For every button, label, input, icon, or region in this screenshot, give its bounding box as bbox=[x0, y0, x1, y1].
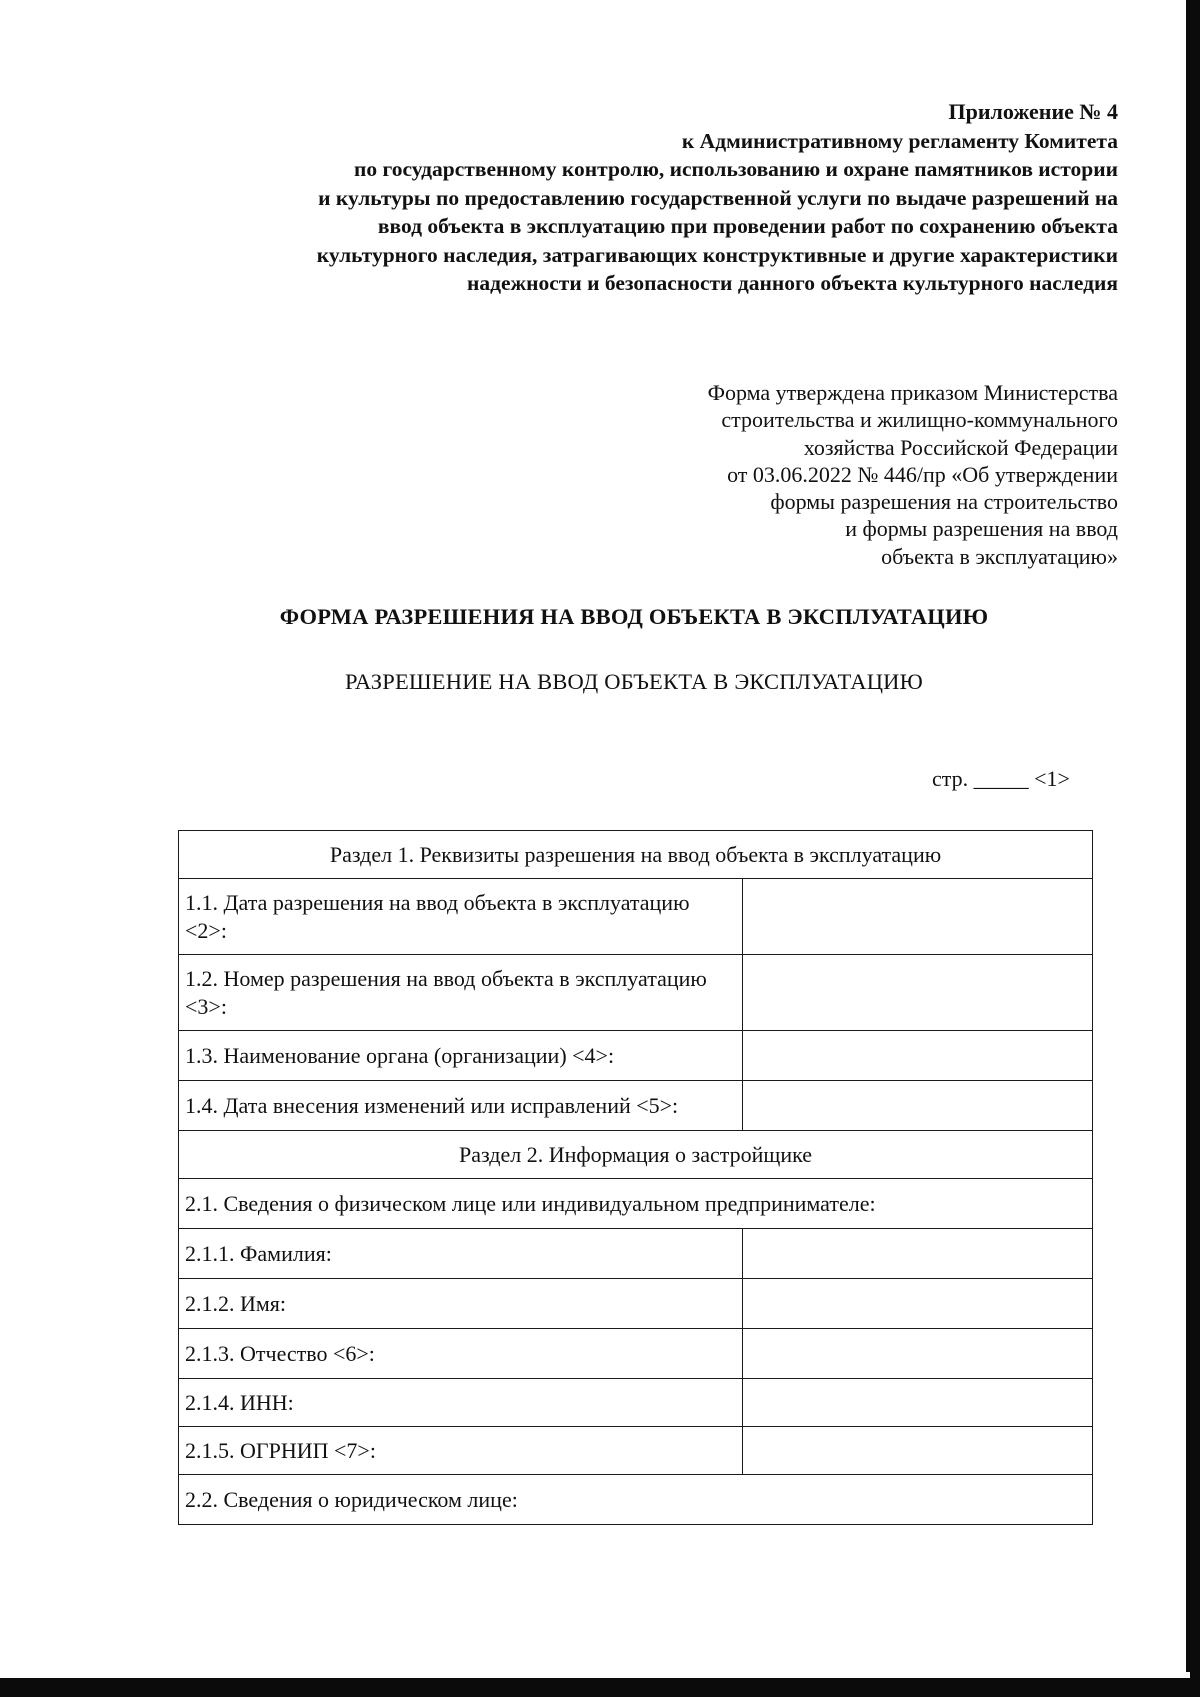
subsection-row bbox=[179, 1475, 1093, 1525]
row-label: 2.1.4. ИНН: bbox=[179, 1379, 743, 1427]
row-value-cell[interactable] bbox=[743, 1329, 1093, 1379]
approval-line: и формы разрешения на ввод bbox=[845, 516, 1118, 542]
row-value-cell[interactable] bbox=[743, 879, 1093, 955]
row-label: 2.1.2. Имя: bbox=[179, 1279, 743, 1329]
row-label: 2.1.5. ОГРНИП <7>: bbox=[179, 1427, 743, 1475]
table-row bbox=[179, 1081, 1093, 1131]
appendix-line: по государственному контролю, использованию и охране памятников истории bbox=[354, 157, 1118, 181]
appendix-line: к Административному регламенту Комитета bbox=[681, 128, 1118, 153]
scan-border-right bbox=[1186, 0, 1200, 1697]
row-value-cell[interactable] bbox=[743, 1081, 1093, 1131]
table-row bbox=[179, 1329, 1093, 1379]
row-value-cell[interactable] bbox=[743, 1379, 1093, 1427]
section-2-title: Раздел 2. Информация о застройщике bbox=[179, 1131, 1093, 1179]
approval-line: строительства и жилищно-коммунального bbox=[721, 407, 1118, 433]
appendix-line: ввод объекта в эксплуатацию при проведении работ по сохранению объекта bbox=[377, 214, 1118, 238]
approval-note bbox=[560, 379, 1118, 570]
approval-line: Форма утверждена приказом Министерства bbox=[707, 380, 1118, 405]
row-value-cell[interactable] bbox=[743, 955, 1093, 1031]
row-label: 1.1. Дата разрешения на ввод объекта в эксплуатацию <2>: bbox=[179, 879, 743, 955]
appendix-title: Приложение № 4 bbox=[948, 99, 1118, 124]
subsection-row bbox=[179, 1179, 1093, 1229]
approval-line: объекта в эксплуатацию» bbox=[881, 543, 1118, 569]
subsection-legal-entity: 2.2. Сведения о юридическом лице: bbox=[179, 1475, 1093, 1525]
approval-line: формы разрешения на строительство bbox=[770, 489, 1118, 515]
row-value-cell[interactable] bbox=[743, 1031, 1093, 1081]
permit-title: РАЗРЕШЕНИЕ НА ВВОД ОБЪЕКТА В ЭКСПЛУАТАЦИЮ bbox=[345, 669, 923, 694]
section-header-row bbox=[179, 1131, 1093, 1179]
approval-line: от 03.06.2022 № 446/пр «Об утверждении bbox=[727, 461, 1118, 487]
approval-line: хозяйства Российской Федерации bbox=[803, 434, 1118, 460]
table-row bbox=[179, 1229, 1093, 1279]
row-value-cell[interactable] bbox=[743, 1427, 1093, 1475]
subsection-individual: 2.1. Сведения о физическом лице или индивидуальном предпринимателе: bbox=[179, 1179, 1093, 1229]
table-row bbox=[179, 955, 1093, 1031]
appendix-line: культурного наследия, затрагивающих конструктивные и другие характеристики bbox=[316, 242, 1118, 267]
section-1-title: Раздел 1. Реквизиты разрешения на ввод объекта в эксплуатацию bbox=[179, 831, 1093, 879]
page-reference: стр. _____ <1> bbox=[932, 766, 1070, 791]
table-row bbox=[179, 1279, 1093, 1329]
permit-form-table bbox=[178, 830, 1093, 1525]
table-row bbox=[179, 1379, 1093, 1427]
section-header-row bbox=[179, 831, 1093, 879]
appendix-line: и культуры по предоставлению государственной услуги по выдаче разрешений на bbox=[318, 185, 1118, 210]
row-label: 1.3. Наименование органа (организации) <4>: bbox=[179, 1031, 743, 1081]
appendix-header bbox=[150, 98, 1118, 298]
row-value-cell[interactable] bbox=[743, 1229, 1093, 1279]
table-row bbox=[179, 879, 1093, 955]
row-label: 2.1.3. Отчество <6>: bbox=[179, 1329, 743, 1379]
row-label: 2.1.1. Фамилия: bbox=[179, 1229, 743, 1279]
scan-border-bottom bbox=[0, 1676, 1200, 1697]
table-row bbox=[179, 1031, 1093, 1081]
table-row bbox=[179, 1427, 1093, 1475]
row-label: 1.4. Дата внесения изменений или исправлений <5>: bbox=[179, 1081, 743, 1131]
row-value-cell[interactable] bbox=[743, 1279, 1093, 1329]
form-title: ФОРМА РАЗРЕШЕНИЯ НА ВВОД ОБЪЕКТА В ЭКСПЛУАТАЦИЮ bbox=[279, 604, 989, 629]
appendix-line: надежности и безопасности данного объекта культурного наследия bbox=[466, 271, 1118, 295]
row-label: 1.2. Номер разрешения на ввод объекта в эксплуатацию <3>: bbox=[179, 955, 743, 1031]
scan-border-gap bbox=[0, 1672, 1190, 1678]
